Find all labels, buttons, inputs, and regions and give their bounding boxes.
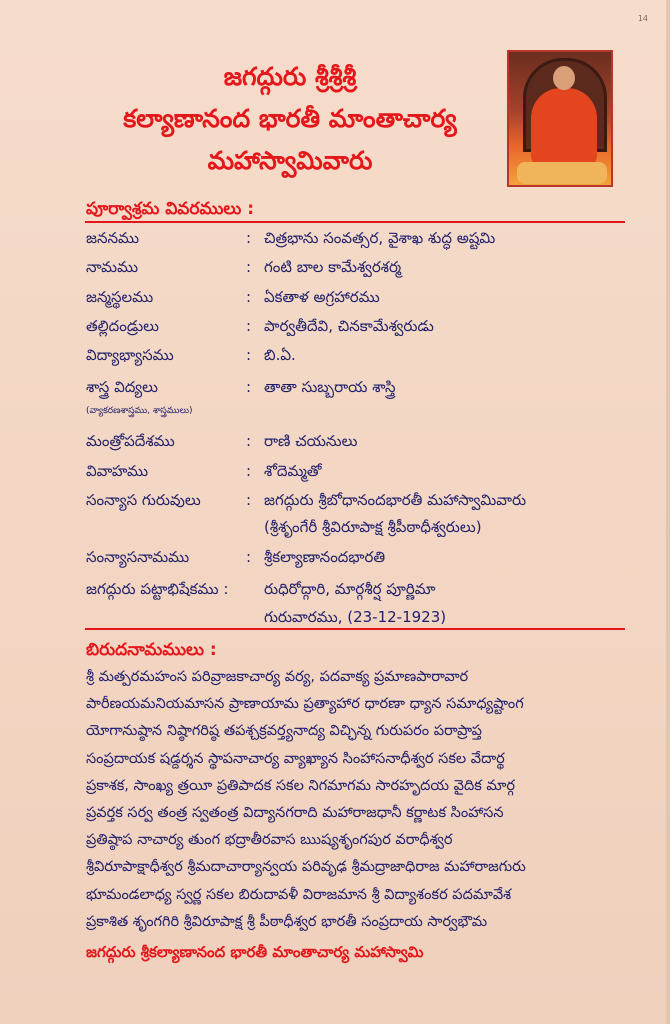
detail-value: గంటి బాల కామేశ్వరశర్మ xyxy=(264,258,402,276)
photo-head xyxy=(553,66,575,90)
detail-colon: : xyxy=(246,548,252,566)
detail-row xyxy=(86,258,646,284)
detail-value: శోదెమ్మతో xyxy=(264,462,322,480)
detail-label: సంన్యాస గురువులు xyxy=(86,491,201,509)
titles-line: భూమండలాధ్య స్వర్ణ సకల బిరుదావళీ విరాజమాన శ్రీ విద్యాశంకర పదమావేశ xyxy=(86,886,512,903)
detail-label: జన్మస్థలము xyxy=(86,288,154,306)
detail-row xyxy=(86,229,646,255)
detail-colon: : xyxy=(246,346,252,364)
titles-line: యోగానుష్ఠాన నిష్ఠాగరిష్ఠ తపశ్చక్రవర్త్యనాద్య విచ్ఛిన్న గురుపరం పరాప్రాప్త xyxy=(86,723,482,740)
title-line-3: మహాస్వామివారు xyxy=(207,146,373,175)
detail-label: విద్యాభ్యాసము xyxy=(86,346,174,364)
detail-value: పార్వతీదేవి, చినకామేశ్వరుడు xyxy=(264,317,434,335)
detail-row xyxy=(86,608,646,634)
corner-mark: 14 xyxy=(637,14,648,23)
section1-heading: పూర్వాశ్రమ వివరములు : xyxy=(86,199,254,219)
detail-value: శ్రీకల్యాణానందభారతి xyxy=(264,548,386,566)
titles-line: ప్రకాశక, సాంఖ్య త్రయీ ప్రతిపాదక సకల నిగమాగమ సారహృదయ వైదిక మార్గ xyxy=(86,777,515,794)
detail-colon: : xyxy=(246,378,252,396)
detail-colon: : xyxy=(246,432,252,450)
detail-label: జననము xyxy=(86,229,140,247)
detail-row xyxy=(86,288,646,314)
titles-line: శ్రీవిరూపాక్షాధీశ్వర శ్రీమదాచార్యాన్వయ పరివృఢ శ్రీమద్రాజాధిరాజ మహారాజగురు xyxy=(86,859,526,876)
section2-heading: బిరుదనామములు : xyxy=(86,640,217,660)
detail-row xyxy=(86,548,646,574)
detail-row xyxy=(86,317,646,343)
title-line-1: జగద్గురు శ్రీశ్రీశ్రీ xyxy=(223,62,357,91)
detail-row xyxy=(86,518,646,544)
detail-label: జగద్గురు పట్టాభిషేకము : xyxy=(86,580,229,598)
titles-line: ప్రవర్తక సర్వ తంత్ర స్వతంత్ర విద్యానగరాది మహారాజధానీ కర్ణాటక సింహాసన xyxy=(86,805,504,821)
detail-colon: : xyxy=(246,491,252,509)
detail-value: జగద్గురు శ్రీబోధానందభారతీ మహాస్వామివారు xyxy=(264,491,527,509)
detail-row xyxy=(86,432,646,458)
portrait-photo xyxy=(507,50,613,187)
detail-value: (శ్రీశృంగేరీ శ్రీవిరూపాక్ష శ్రీపీఠాధీశ్వరులు) xyxy=(264,518,482,536)
detail-value: బి.ఏ. xyxy=(264,346,296,364)
detail-row xyxy=(86,491,646,517)
titles-line: శ్రీ మత్పరమహంస పరివ్రాజకాచార్య వర్య, పదవాక్య ప్రమాణపారావార xyxy=(86,669,469,685)
detail-row xyxy=(86,462,646,488)
detail-label: తల్లిదండ్రులు xyxy=(86,317,159,335)
detail-colon: : xyxy=(246,317,252,335)
detail-colon: : xyxy=(246,258,252,276)
detail-row xyxy=(86,346,646,372)
photo-robe xyxy=(531,88,597,166)
photo-cushion xyxy=(517,162,607,184)
detail-label: సంన్యాసనామము xyxy=(86,548,190,566)
title-block xyxy=(70,56,510,182)
section1-rule xyxy=(85,221,625,223)
detail-value: రుధిరోద్గారి, మార్గశీర్ష పూర్ణిమా xyxy=(264,580,436,598)
section2-rule xyxy=(85,628,625,630)
detail-colon: : xyxy=(246,288,252,306)
titles-line: ప్రకాశిత శృంగగిరి శ్రీవిరూపాక్ష శ్రీ పీఠాధీశ్వర భారతీ సంప్రదాయ సార్వభౌమ xyxy=(86,913,488,930)
titles-line: సంప్రదాయక షడ్దర్శన స్థాపనాచార్య వ్యాఖ్యాన సింహాసనాధీశ్వర సకల వేదార్థ xyxy=(86,750,505,767)
detail-label: మంత్రోపదేశము xyxy=(86,432,175,450)
detail-label: శాస్త్ర విద్యలు xyxy=(86,378,158,396)
detail-value: రాణి చయనులు xyxy=(264,432,358,450)
detail-value: చిత్రభాను సంవత్సర, వైశాఖ శుద్ధ అష్టమి xyxy=(264,229,496,247)
detail-label: నామము xyxy=(86,258,139,276)
detail-colon: : xyxy=(246,229,252,247)
detail-row xyxy=(86,378,646,404)
closing-line: జగద్గురు శ్రీకల్యాణానంద భారతీ మాంతాచార్య మహాస్వామి xyxy=(86,943,424,961)
titles-line: ప్రతిష్ఠాప నాచార్య తుంగ భద్రాతీరవాస ఋష్యశృంగపుర వరాధీశ్వర xyxy=(86,832,453,849)
titles-line: పారీణయమనియమాసన ప్రాణాయామ ప్రత్యాహార ధారణా ధ్యాన సమాధ్యష్టాంగ xyxy=(86,696,524,713)
detail-colon: : xyxy=(246,462,252,480)
detail-row xyxy=(86,580,646,606)
detail-value: గురువారము, (23-12-1923) xyxy=(264,608,447,626)
title-line-2: కల్యాణానంద భారతీ మాంతాచార్య xyxy=(123,104,457,133)
detail-label: వివాహము xyxy=(86,462,149,480)
detail-value: ఏకతాళ అగ్రహారము xyxy=(264,288,380,306)
shastra-note: (వ్యాకరణశాస్త్రము, శాస్త్రములు) xyxy=(86,406,193,416)
detail-value: తాతా సుబ్బరాయ శాస్త్రి xyxy=(264,378,396,396)
